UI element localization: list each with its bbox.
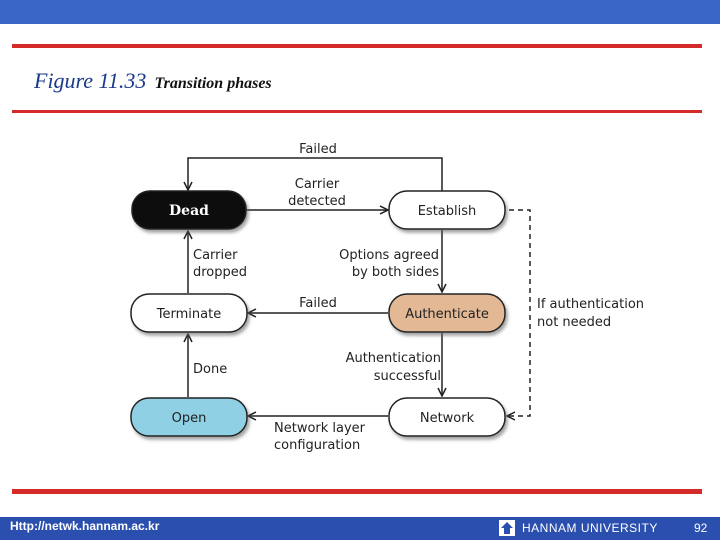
edge-if-auth bbox=[507, 210, 530, 416]
node-terminate-label: Terminate bbox=[156, 307, 222, 322]
label-failed-mid: Failed bbox=[299, 296, 337, 311]
node-open-label: Open bbox=[171, 411, 207, 426]
label-done: Done bbox=[193, 362, 228, 377]
label-failed-top: Failed bbox=[299, 142, 337, 157]
footer-rule bbox=[12, 489, 702, 494]
label-netlayer-2: configuration bbox=[274, 438, 361, 453]
label-carrier-dropped-2: dropped bbox=[193, 265, 248, 280]
label-if-auth-1: If authentication bbox=[537, 297, 645, 312]
label-auth-success-1: Authentication bbox=[345, 351, 441, 366]
label-carrier-detected-2: detected bbox=[288, 194, 346, 209]
figure-number: Figure 11.33 bbox=[34, 68, 147, 93]
label-options-agreed-1: Options agreed bbox=[339, 248, 439, 263]
label-carrier-dropped-1: Carrier bbox=[193, 248, 238, 263]
footer-university: HANNAM UNIVERSITY bbox=[522, 521, 658, 535]
label-netlayer-1: Network layer bbox=[274, 421, 366, 436]
node-authenticate-label: Authenticate bbox=[405, 307, 489, 322]
label-carrier-detected-1: Carrier bbox=[294, 177, 340, 192]
node-network-label: Network bbox=[419, 411, 475, 426]
label-auth-success-2: successful bbox=[373, 369, 441, 384]
label-if-auth-2: not needed bbox=[537, 315, 612, 330]
node-establish-label: Establish bbox=[417, 204, 477, 219]
footer-url: Http://netwk.hannam.ac.kr bbox=[10, 519, 160, 533]
node-dead-label: Dead bbox=[169, 203, 209, 219]
label-options-agreed-2: by both sides bbox=[351, 265, 439, 280]
figure-caption: Transition phases bbox=[154, 75, 272, 92]
page-number: 92 bbox=[694, 521, 708, 535]
university-logo-icon bbox=[498, 519, 516, 537]
